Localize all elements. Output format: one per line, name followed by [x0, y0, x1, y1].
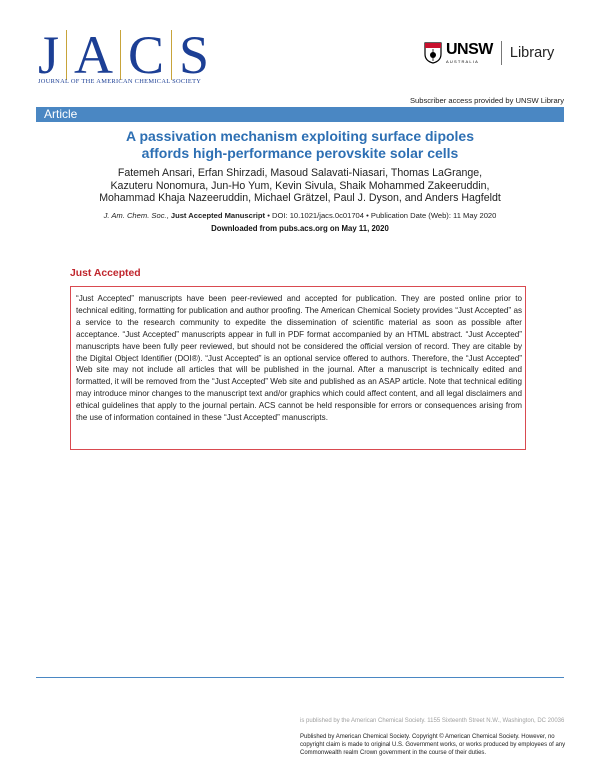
title-line: affords high-performance perovskite solar cells — [141, 145, 459, 161]
citation-details: • DOI: 10.1021/jacs.0c01704 • Publication Date (Web): 11 May 2020 — [265, 211, 497, 220]
unsw-name: UNSW — [446, 41, 493, 58]
journal-subtitle: JOURNAL OF THE AMERICAN CHEMICAL SOCIETY — [38, 78, 202, 85]
unsw-library-logo — [424, 41, 554, 65]
jacs-letter-j: J — [38, 25, 60, 85]
citation-journal: J. Am. Chem. Soc. — [103, 211, 167, 220]
article-label: Article — [44, 107, 78, 121]
logo-divider — [171, 30, 172, 80]
footer-publisher-note: is published by the American Chemical Society. 1155 Sixteenth Street N.W., Washington, DC 20036 — [300, 718, 565, 724]
author-list — [36, 167, 564, 205]
author-line: Mohammad Khaja Nazeeruddin, Michael Grätzel, Paul J. Dyson, and Anders Hagfeldt — [99, 192, 501, 205]
unsw-country: AUSTRALIA — [446, 59, 480, 64]
citation-status: Just Accepted Manuscript — [170, 211, 266, 220]
logo-divider — [501, 41, 502, 65]
unsw-crest-icon — [424, 42, 442, 64]
subscriber-notice: Subscriber access provided by UNSW Library — [409, 96, 564, 105]
logo-divider — [66, 30, 67, 80]
article-title — [36, 128, 564, 162]
jacs-letter-s: S — [179, 25, 210, 85]
just-accepted-heading: Just Accepted — [70, 268, 141, 279]
article-banner — [36, 107, 564, 122]
library-label: Library — [509, 45, 555, 61]
title-line: A passivation mechanism exploiting surface dipoles — [125, 128, 475, 144]
author-line: Fatemeh Ansari, Erfan Shirzadi, Masoud Salavati-Niasari, Thomas LaGrange, — [117, 167, 483, 179]
footer-divider — [36, 677, 564, 678]
logo-divider — [120, 30, 121, 80]
citation-line: J. Am. Chem. Soc., Just Accepted Manuscript • DOI: 10.1021/jacs.0c01704 • Publication Date (Web): 11 May 2020 — [103, 211, 497, 220]
just-accepted-text: “Just Accepted” manuscripts have been peer-reviewed and accepted for publication. They are posted online prior to technical editing, formatting for publication and author proofing. The American Chemical Society provides “Just Accepted” as a service to the research community to expedite the dissemination of scientific material as soon as possible after acceptance. “Just Accepted” manuscripts appear in full in PDF format accompanied by an HTML abstract. “Just Accepted” manuscripts have been fully peer reviewed, but should not be considered the official version of record. They are citable by the Digital Object Identifier (DOI®). “Just Accepted” is an optional service offered to authors. Therefore, the “Just Accepted” Web site may not include all articles that will be published in the journal. After a manuscript is technically edited and formatted, it will be removed from the “Just Accepted” Web site and published as an ASAP article. Note that technical editing may introduce minor changes to the manuscript text and/or graphics which could affect content, and all legal disclaimers and ethical guidelines that apply to the journal pertain. ACS cannot be held responsible for errors or consequences arising from the use of information contained in these “Just Accepted” manuscripts. — [76, 294, 522, 423]
footer-copyright: Published by American Chemical Society. Copyright © American Chemical Society. However, no copyright claim is made to original U.S. Government works, or works produced by employees of any Commonwealth realm Crown government in the course of their duties. — [300, 734, 566, 756]
jacs-letter-c: C — [128, 25, 165, 85]
jacs-letter-a: A — [74, 25, 114, 85]
author-line: Kazuteru Nonomura, Jun-Ho Yum, Kevin Sivula, Shaik Mohammed Zakeeruddin, — [110, 179, 490, 192]
jacs-logo — [38, 25, 210, 85]
download-notice: Downloaded from pubs.acs.org on May 11, 2020 — [211, 224, 389, 233]
